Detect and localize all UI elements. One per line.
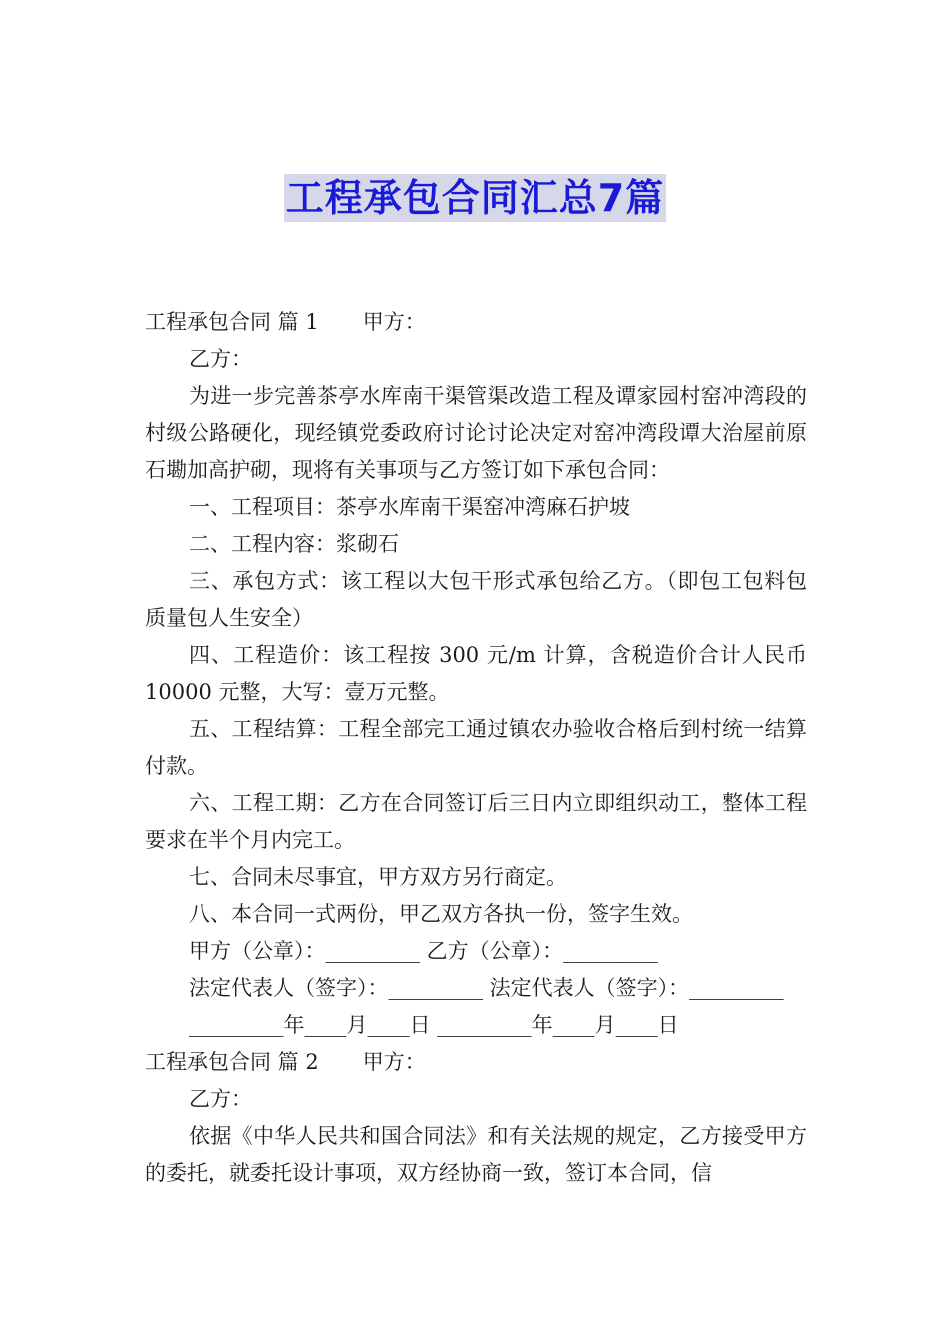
date-line: _________年____月____日 _________年____月____日 bbox=[189, 1013, 679, 1037]
party-b-line: 乙方： bbox=[189, 347, 252, 371]
clause-4: 四、工程造价：该工程按 300 元/m 计算，含税造价合计人民币 10000 元整，大写：壹万元整。 bbox=[145, 643, 807, 704]
clause-6: 六、工程工期：乙方在合同签订后三日内立即组织动工，整体工程要求在半个月内完工。 bbox=[145, 791, 807, 852]
clause-3: 三、承包方式：该工程以大包干形式承包给乙方。（即包工包料包质量包人生安全） bbox=[145, 569, 807, 630]
clause-2: 二、工程内容：浆砌石 bbox=[189, 532, 399, 556]
title-row bbox=[0, 174, 950, 222]
clause-5: 五、工程结算：工程全部完工通过镇农办验收合格后到村统一结算付款。 bbox=[145, 717, 807, 778]
clause-7: 七、合同未尽事宜，甲方双方另行商定。 bbox=[189, 865, 567, 889]
clause-8: 八、本合同一式两份，甲乙双方各执一份，签字生效。 bbox=[189, 902, 693, 926]
party-a-label: 甲方： bbox=[362, 1050, 426, 1074]
document-title: 工程承包合同汇总7篇 bbox=[285, 176, 665, 220]
section-heading-2 bbox=[145, 1044, 807, 1081]
document-body bbox=[145, 304, 807, 1192]
party-b-line: 乙方： bbox=[189, 1087, 252, 1111]
section-heading-1 bbox=[145, 304, 807, 341]
representative-line: 法定代表人（签字）：_________ 法定代表人（签字）：_________ bbox=[189, 976, 784, 1000]
clause-1: 一、工程项目：茶亭水库南干渠窑冲湾麻石护坡 bbox=[189, 495, 630, 519]
section-title: 工程承包合同 篇 2 bbox=[145, 1050, 319, 1074]
party-a-label: 甲方： bbox=[362, 310, 426, 334]
intro-paragraph: 依据《中华人民共和国合同法》和有关法规的规定，乙方接受甲方的委托，就委托设计事项，双方经协商一致，签订本合同，信 bbox=[145, 1124, 807, 1185]
intro-paragraph: 为进一步完善茶亭水库南干渠管渠改造工程及谭家园村窑冲湾段的村级公路硬化，现经镇党委政府讨论讨论决定对窑冲湾段谭大治屋前原石墈加高护砌，现将有关事项与乙方签订如下承包合同： bbox=[145, 384, 807, 482]
section-title: 工程承包合同 篇 1 bbox=[145, 310, 319, 334]
seal-line: 甲方（公章）：_________ 乙方（公章）：_________ bbox=[189, 939, 658, 963]
